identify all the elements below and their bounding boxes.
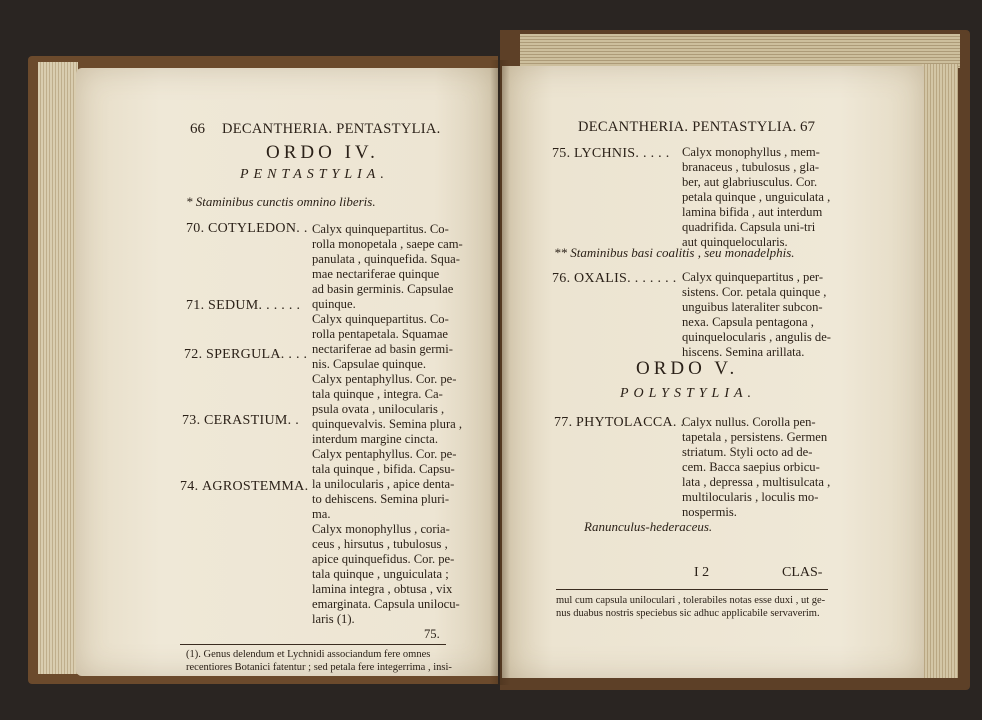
description-line: nis. Capsulae quinque. — [312, 357, 427, 371]
description-line: Calyx pentaphyllus. Cor. pe- — [312, 447, 457, 461]
description-line: quadrifida. Capsula uni-tri — [682, 220, 816, 234]
description-line: Calyx monophyllus , mem- — [682, 145, 820, 159]
description-line: lamina bifida , aut interdum — [682, 205, 823, 219]
description-line: lamina integra , obtusa , vix — [312, 582, 453, 596]
genus-name: AGROSTEMMA. — [202, 479, 309, 494]
ordo-v-heading: ORDO V. — [636, 358, 739, 379]
description-line: Calyx pentaphyllus. Cor. pe- — [312, 372, 457, 386]
description-line: interdum margine cincta. — [312, 432, 439, 446]
entry-number: 71. — [186, 298, 205, 313]
description-line: Calyx monophyllus , coria- — [312, 522, 450, 536]
description-line: Calyx quinquepartitus. Co- — [312, 222, 449, 236]
description-line: to dehiscens. Semina pluri- — [312, 492, 450, 506]
entry-number: 73. — [182, 413, 201, 428]
description-line: Calyx quinquepartitus. Co- — [312, 312, 449, 326]
entry-number: 77. — [554, 415, 573, 430]
description-line: nexa. Capsula pentagona , — [682, 315, 814, 329]
signature-mark: I 2 — [694, 565, 710, 580]
genus-name: SPERGULA. . . . — [206, 347, 308, 362]
description-line: quinquevalvis. Semina plura , — [312, 417, 463, 431]
description-line: multilocularis , loculis mo- — [682, 490, 819, 504]
right-footnote-rule — [556, 589, 828, 590]
description-line: lata , depressa , multisulcata , — [682, 475, 831, 489]
page-edges-top — [520, 34, 960, 68]
description-line: psula ovata , unilocularis , — [312, 402, 445, 416]
description-line: la unilocularis , apice denta- — [312, 477, 455, 491]
left-page-number: 66 — [190, 121, 205, 137]
ranunculus-note: Ranunculus-hederaceus. — [584, 519, 713, 534]
book-gutter — [490, 60, 510, 685]
description-line: quinquelocularis , angulis de- — [682, 330, 831, 344]
right-page-number: 67 — [800, 119, 815, 135]
description-line: tapetala , persistens. Germen — [682, 430, 828, 444]
description-line: nectariferae ad basin germi- — [312, 342, 453, 356]
left-running-head: DECANTHERIA. PENTASTYLIA. — [222, 121, 441, 137]
description-line: hiscens. Semina arillata. — [682, 345, 805, 359]
right-footnote-line: nus duabus nostris speciebus sic adhuc applicabile servaverim. — [556, 608, 820, 619]
left-catchword: 75. — [424, 627, 440, 641]
description-line: ber, aut glabriusculus. Cor. — [682, 175, 818, 189]
right-catchword: CLAS- — [782, 565, 823, 580]
description-line: tala quinque , bifida. Capsu- — [312, 462, 455, 476]
description-line: branaceus , tubulosus , gla- — [682, 160, 820, 174]
entry-number: 72. — [184, 347, 203, 362]
entry-number: 76. — [552, 271, 571, 286]
genus-name: OXALIS. . . . . . . — [574, 271, 677, 286]
description-line: emarginata. Capsula unilocu- — [312, 597, 460, 611]
right-running-head: DECANTHERIA. PENTASTYLIA. — [578, 119, 797, 135]
genus-name: COTYLEDON. . — [208, 221, 308, 236]
left-section-heading: * Staminibus cunctis omnino liberis. — [186, 194, 376, 209]
description-line: nospermis. — [682, 505, 737, 519]
left-footnote-rule — [180, 644, 446, 645]
description-line: ma. — [312, 507, 331, 521]
description-line: laris (1). — [312, 612, 355, 626]
entry-number: 75. — [552, 146, 571, 161]
description-line: Calyx quinquepartitus , per- — [682, 270, 824, 284]
right-section-heading: ** Staminibus basi coalitis , seu monadelphis. — [554, 245, 795, 260]
page-edges-right — [922, 64, 958, 678]
description-line: Calyx nullus. Corolla pen- — [682, 415, 816, 429]
description-line: apice quinquefidus. Cor. pe- — [312, 552, 455, 566]
genus-name: LYCHNIS. . . . . — [574, 146, 670, 161]
description-line: ad basin germinis. Capsulae — [312, 282, 454, 296]
left-footnote-line: recentiores Botanici fatentur ; sed petala fere integerrima , insi- — [186, 662, 452, 673]
description-line: ceus , hirsutus , tubulosus , — [312, 537, 448, 551]
ordo-iv-heading: ORDO IV. — [266, 142, 379, 163]
description-line: cem. Bacca saepius orbicu- — [682, 460, 820, 474]
description-line: unguibus lateraliter subcon- — [682, 300, 823, 314]
description-line: petala quinque , unguiculata , — [682, 190, 831, 204]
right-footnote-line: mul cum capsula uniloculari , tolerabiles notas esse duxi , ut ge- — [556, 595, 826, 606]
entry-number: 70. — [186, 221, 205, 236]
description-line: rolla monopetala , saepe cam- — [312, 237, 463, 251]
description-line: aut quinquelocularis. — [682, 235, 788, 249]
description-line: tala quinque , unguiculata ; — [312, 567, 449, 581]
ordo-iv-name: PENTASTYLIA. — [240, 167, 389, 182]
description-line: rolla pentapetala. Squamae — [312, 327, 449, 341]
ordo-v-name: POLYSTYLIA. — [620, 386, 757, 401]
left-footnote-line: (1). Genus delendum et Lychnidi associandum fere omnes — [186, 649, 431, 660]
genus-name: CERASTIUM. . — [204, 413, 299, 428]
description-line: sistens. Cor. petala quinque , — [682, 285, 827, 299]
description-line: quinque. — [312, 297, 356, 311]
description-line: mae nectariferae quinque — [312, 267, 440, 281]
description-line: panulata , quinquefida. Squa- — [312, 252, 460, 266]
entry-number: 74. — [180, 479, 199, 494]
page-edges-left — [38, 62, 78, 674]
genus-name: PHYTOLACCA. . — [576, 415, 685, 430]
genus-name: SEDUM. . . . . . — [208, 298, 301, 313]
description-line: tala quinque , integra. Ca- — [312, 387, 443, 401]
description-line: striatum. Styli octo ad de- — [682, 445, 813, 459]
